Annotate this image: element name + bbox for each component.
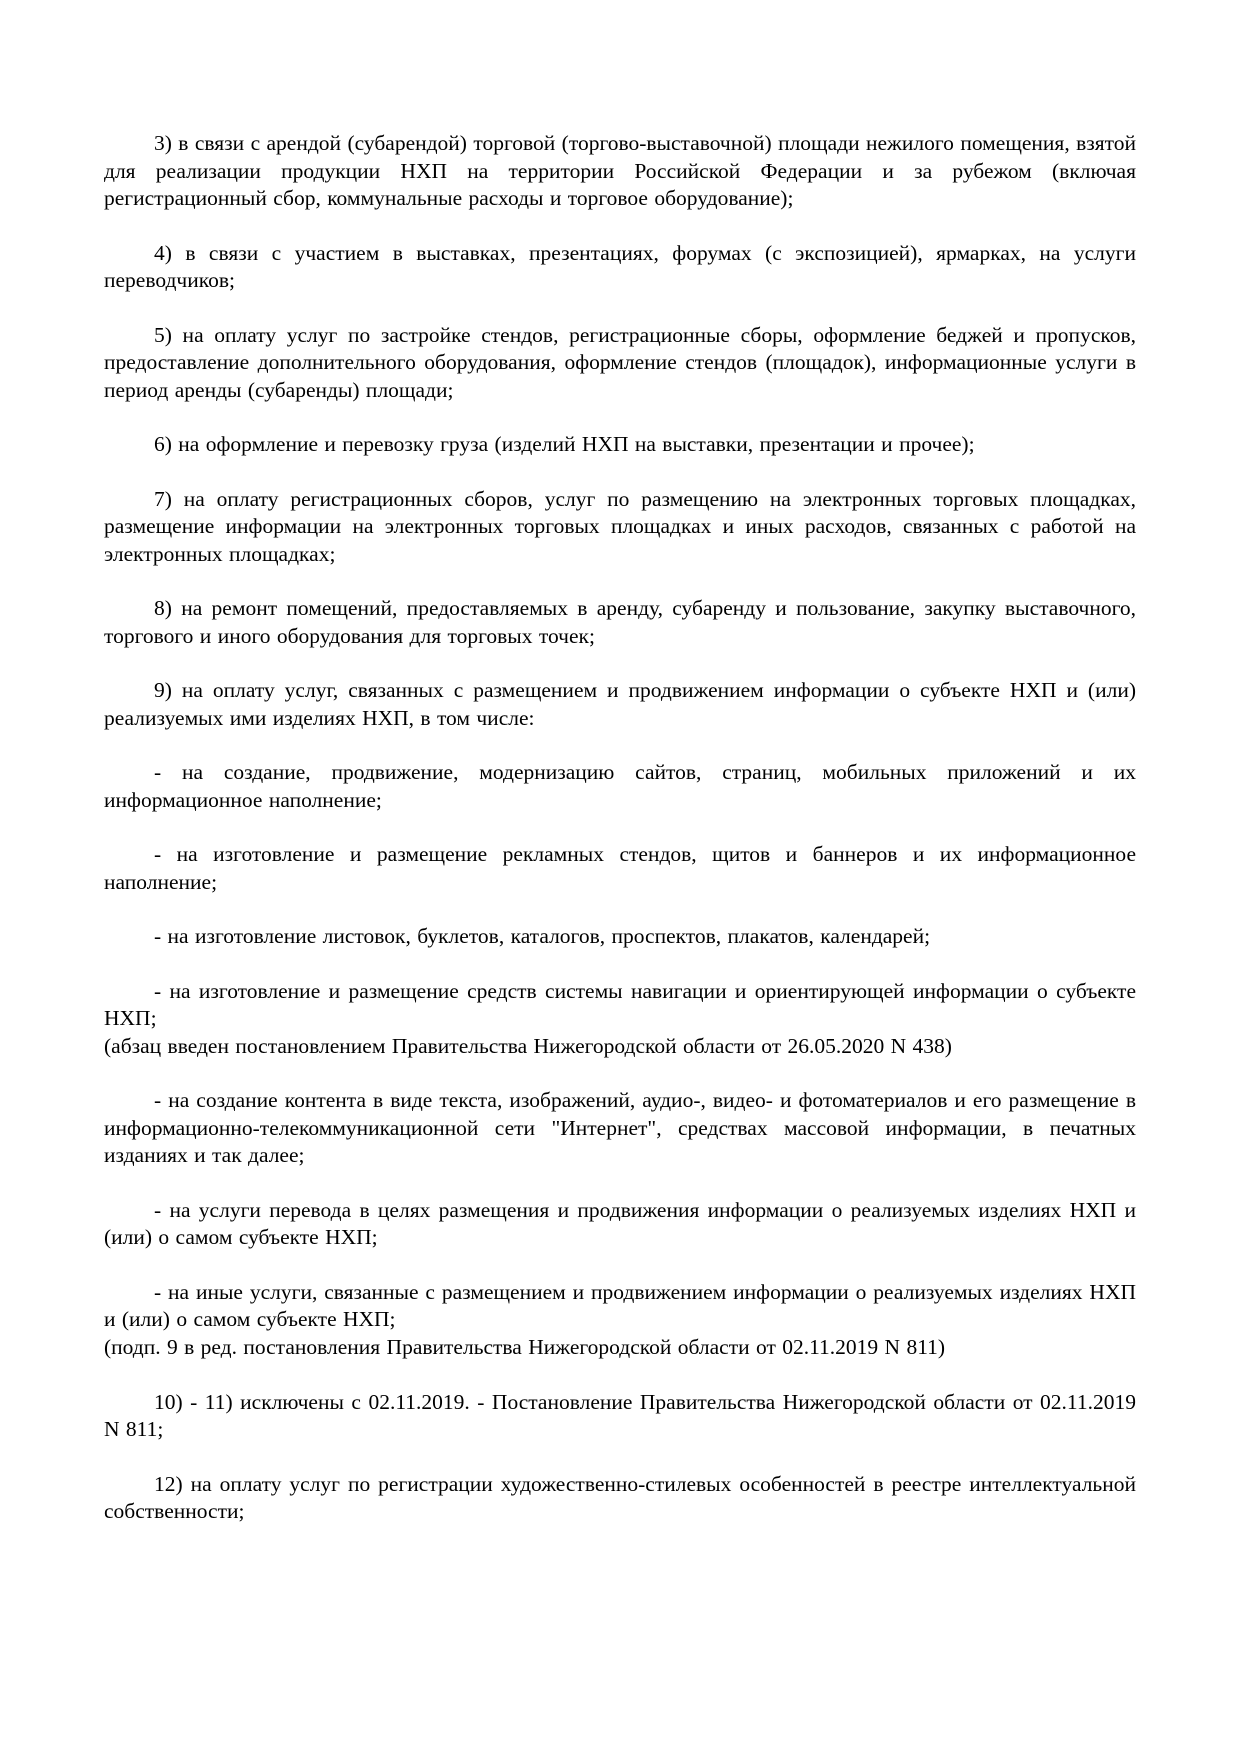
- paragraph-subitem-banners: - на изготовление и размещение рекламных стендов, щитов и баннеров и их информационное наполнение;: [104, 842, 1136, 894]
- paragraph-subitem-other: - на иные услуги, связанные с размещением и продвижением информации о реализуемых изделиях НХП и (или) о самом субъекте НХП;: [104, 1279, 1136, 1332]
- paragraph-subitem-sites: - на создание, продвижение, модернизацию сайтов, страниц, мобильных приложений и их информационное наполнение;: [104, 760, 1136, 812]
- paragraph-item-12: 12) на оплату услуг по регистрации художественно-стилевых особенностей в реестре интеллектуальной собственности;: [104, 1471, 1136, 1524]
- paragraph-item-7: 7) на оплату регистрационных сборов, услуг по размещению на электронных торговых площадках, размещение информации на электронных торговых площадках и иных расходов, связанных с работой на электронных площадках;: [104, 486, 1136, 566]
- paragraph-item-9: 9) на оплату услуг, связанных с размещением и продвижением информации о субъекте НХП и (или) реализуемых ими изделиях НХП, в том числе:: [104, 678, 1136, 730]
- paragraph-item-4: 4) в связи с участием в выставках, презентациях, форумах (с экспозицией), ярмарках, на услуги переводчиков;: [104, 240, 1136, 293]
- paragraph-subitem-translation: - на услуги перевода в целях размещения и продвижения информации о реализуемых изделиях НХП и (или) о самом субъекте НХП;: [104, 1197, 1136, 1250]
- paragraph-item-8: 8) на ремонт помещений, предоставляемых в аренду, субаренду и пользование, закупку выставочного, торгового и иного оборудования для торговых точек;: [104, 596, 1136, 648]
- paragraph-subitem-content: - на создание контента в виде текста, изображений, аудио-, видео- и фотоматериалов и его размещение в информационно-телекоммуникационной сети "Интернет", средствах массовой информации, в печатных изданиях и так далее;: [104, 1088, 1136, 1168]
- paragraph-item-6: 6) на оформление и перевозку груза (изделий НХП на выставки, презентации и прочее);: [154, 432, 975, 457]
- amendment-note-811: (подп. 9 в ред. постановления Правительства Нижегородской области от 02.11.2019 N 811): [104, 1334, 946, 1359]
- paragraph-item-3: 3) в связи с арендой (субарендой) торговой (торгово-выставочной) площади нежилого помещения, взятой для реализации продукции НХП на территории Российской Федерации и за рубежом (включая регистрационный сбор, коммунальные расходы и торговое оборудование);: [104, 131, 1136, 211]
- amendment-note-438: (абзац введен постановлением Правительства Нижегородской области от 26.05.2020 N 438): [104, 1033, 952, 1058]
- paragraph-subitem-leaflets: - на изготовление листовок, буклетов, каталогов, проспектов, плакатов, календарей;: [154, 924, 931, 949]
- paragraph-item-5: 5) на оплату услуг по застройке стендов, регистрационные сборы, оформление беджей и пропусков, предоставление дополнительного оборудования, оформление стендов (площадок), информационные услуги в период аренды (субаренды) площади;: [104, 322, 1136, 402]
- document-body: [104, 130, 1136, 1526]
- paragraph-item-10-11: 10) - 11) исключены с 02.11.2019. - Постановление Правительства Нижегородской области от 02.11.2019 N 811;: [104, 1389, 1136, 1442]
- paragraph-subitem-navigation: - на изготовление и размещение средств системы навигации и ориентирующей информации о субъекте НХП;: [104, 978, 1136, 1031]
